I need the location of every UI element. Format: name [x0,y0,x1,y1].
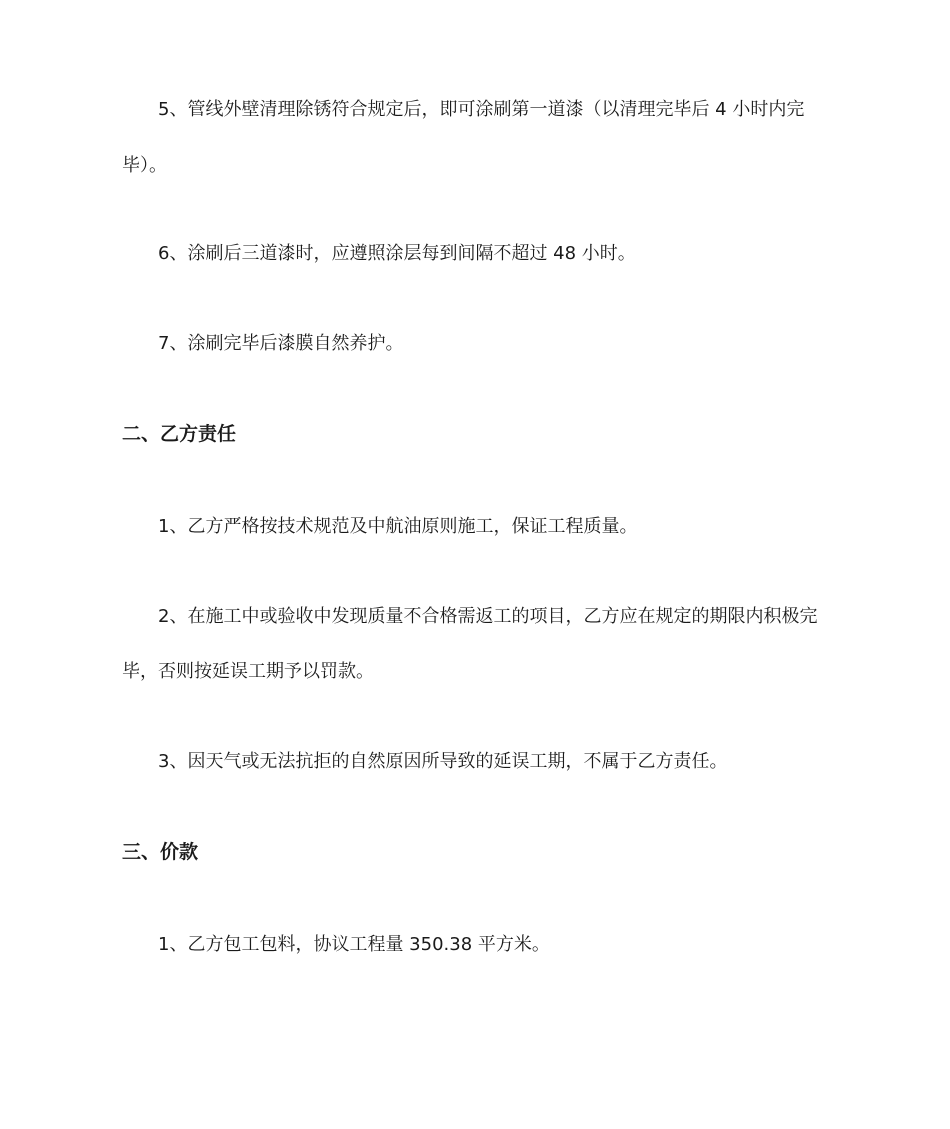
section-heading-price: 三、价款 [122,841,199,863]
section-heading-responsibilities: 二、乙方责任 [122,423,237,445]
responsibility-3: 3、因天气或无法抗拒的自然原因所导致的延误工期，不属于乙方责任。 [158,751,728,772]
price-item-1: 1、乙方包工包料，协议工程量 350.38 平方米。 [158,934,550,955]
paragraph-7: 7、涂刷完毕后漆膜自然养护。 [158,333,404,354]
responsibility-2-line-2: 毕，否则按延误工期予以罚款。 [122,661,374,682]
responsibility-1: 1、乙方严格按技术规范及中航油原则施工，保证工程质量。 [158,516,638,537]
responsibility-2-line-1: 2、在施工中或验收中发现质量不合格需返工的项目，乙方应在规定的期限内积极完 [158,606,818,627]
paragraph-5-line-1: 5、管线外壁清理除锈符合规定后，即可涂刷第一道漆（以清理完毕后 4 小时内完 [158,99,805,120]
paragraph-6: 6、涂刷后三道漆时，应遵照涂层每到间隔不超过 48 小时。 [158,243,636,264]
paragraph-5-line-2: 毕）。 [122,155,167,176]
